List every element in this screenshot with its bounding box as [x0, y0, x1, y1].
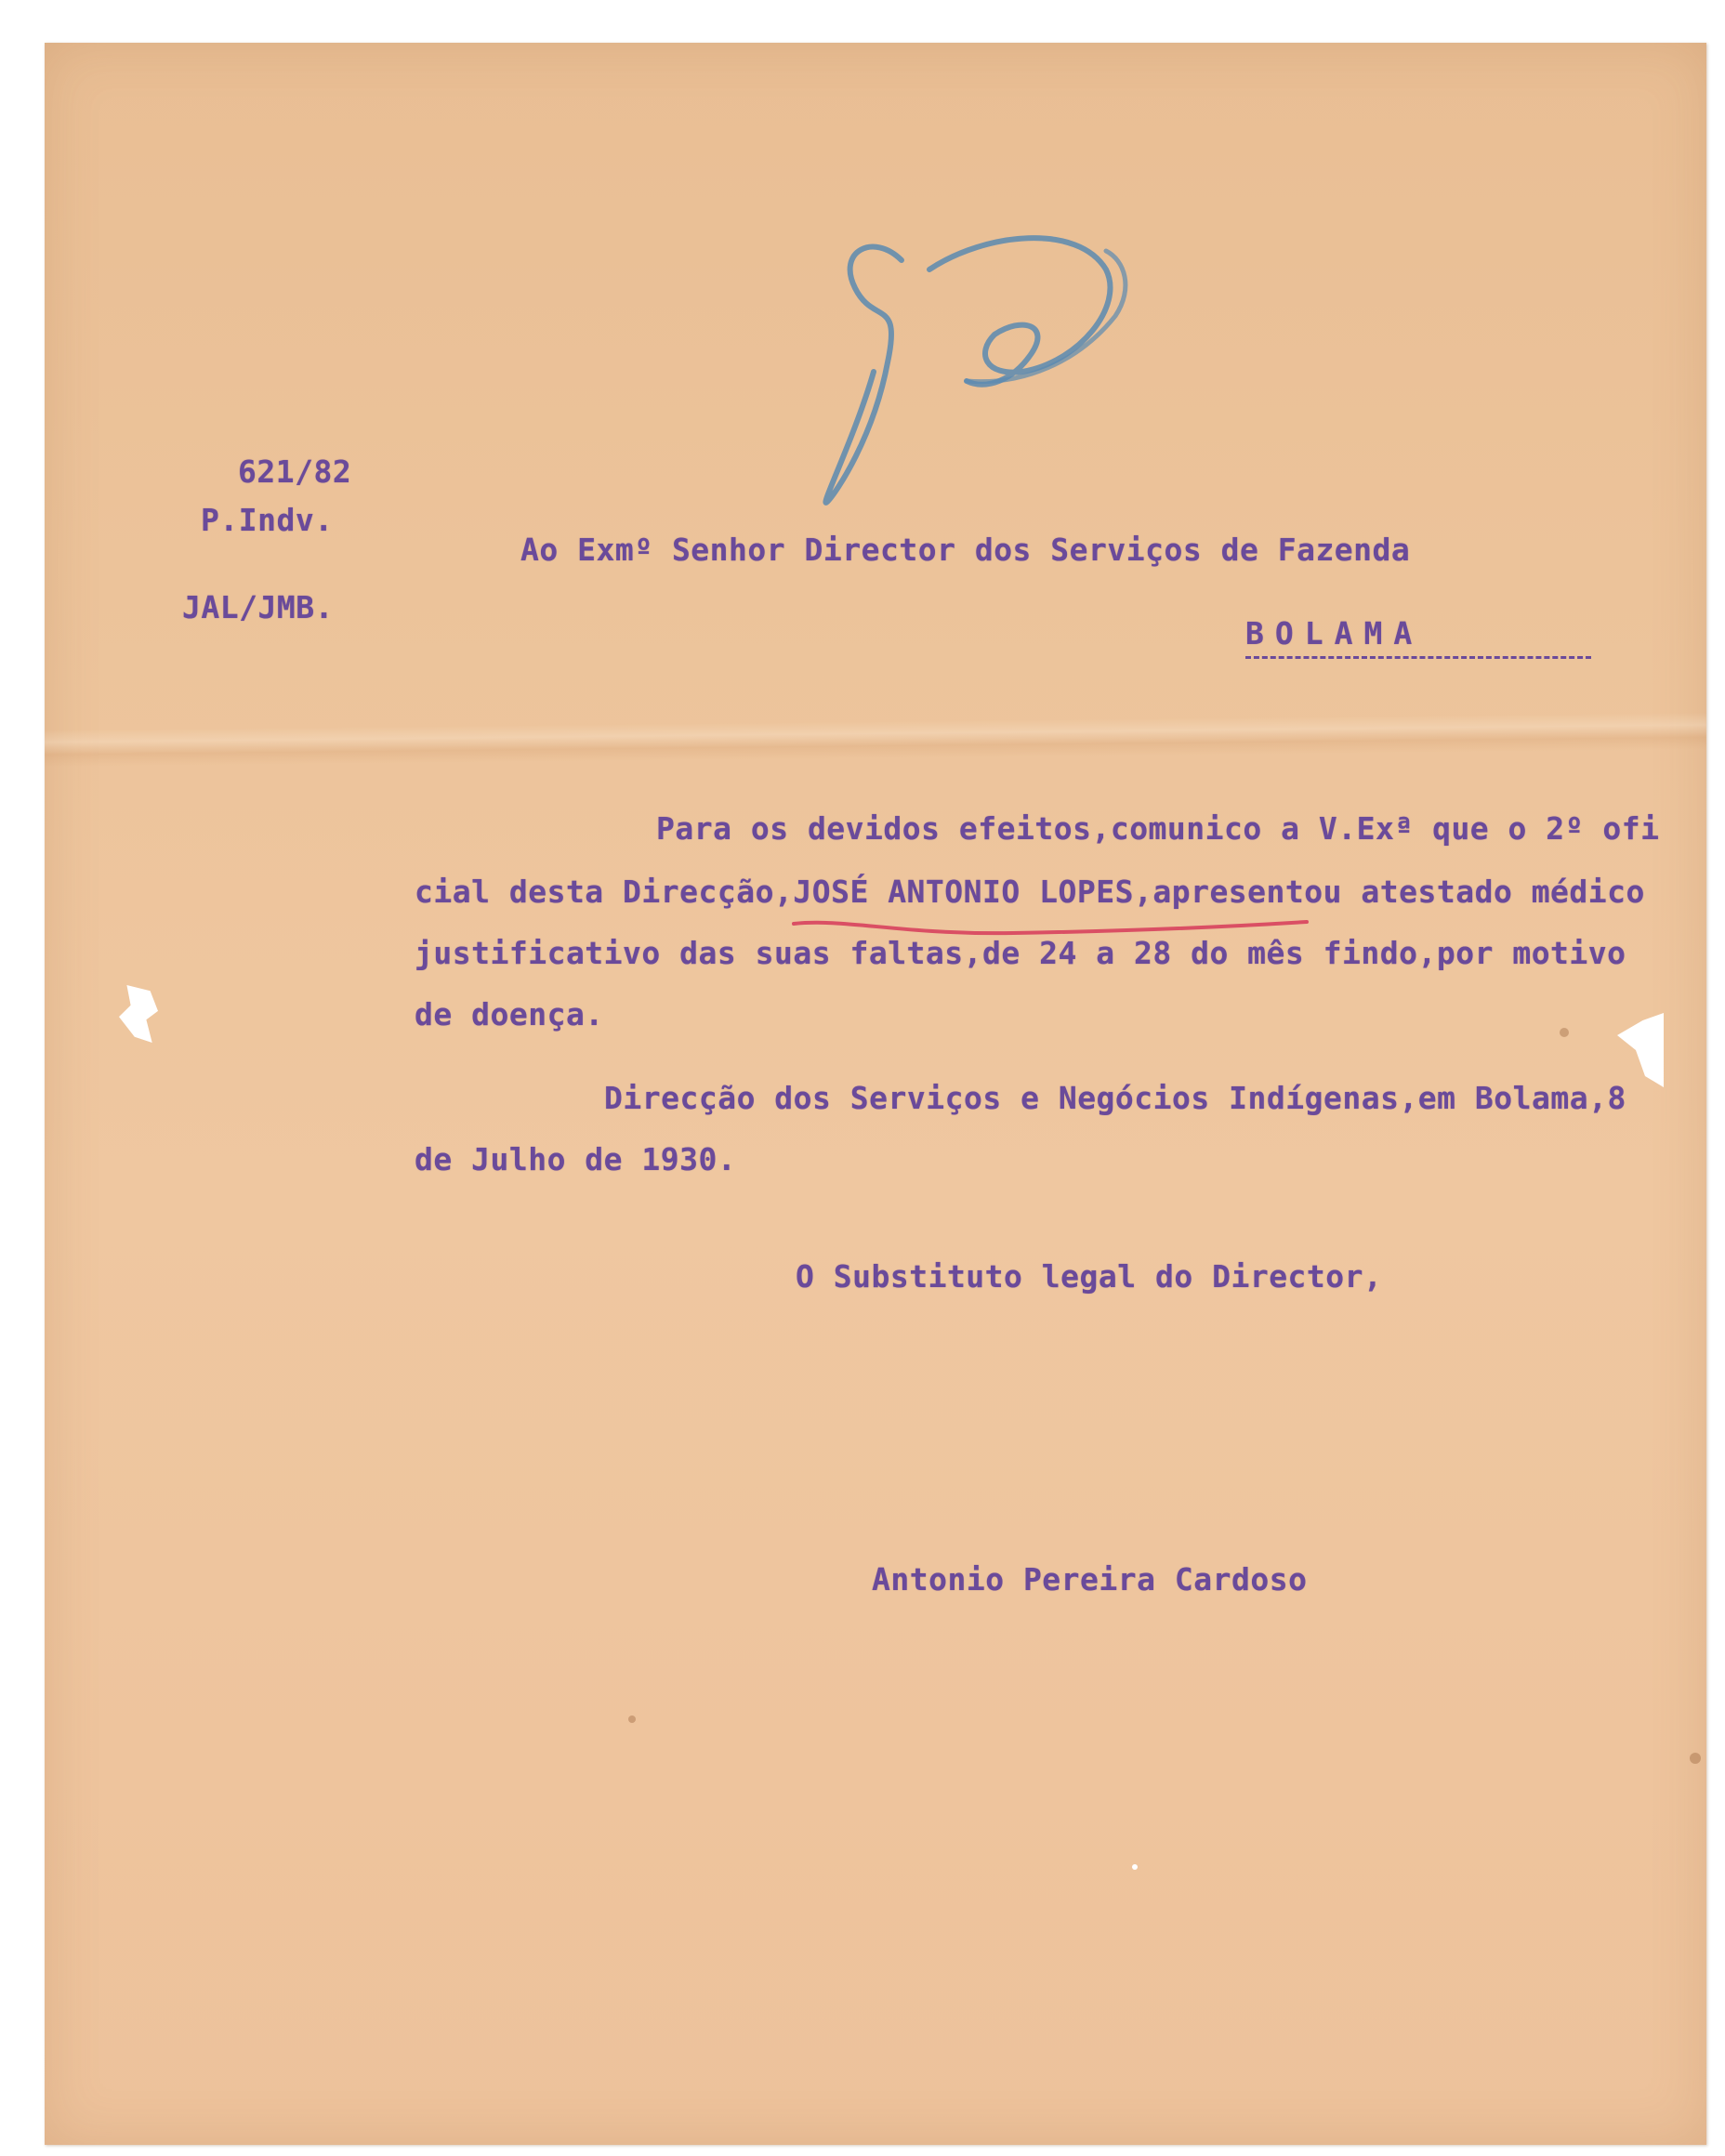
place-date-line: Direcção dos Serviços e Negócios Indígenas,em Bolama,8 — [604, 1080, 1626, 1116]
destination-underline — [1245, 656, 1591, 659]
body-line: cial desta Direcção,JOSÉ ANTONIO LOPES,apresentou atestado médico — [415, 874, 1645, 910]
addressee-line: Ao Exmº Senhor Director dos Serviços de Fazenda — [520, 532, 1411, 568]
place-date-line: de Julho de 1930. — [415, 1141, 737, 1177]
paper-stain — [1560, 1028, 1569, 1037]
reference-initials: JAL/JMB. — [182, 589, 334, 625]
destination-city: BOLAMA — [1245, 615, 1424, 651]
folio-number-pencil-mark — [799, 223, 1152, 539]
signatory-title: O Substituto legal do Director, — [796, 1258, 1383, 1295]
body-line: Para os devidos efeitos,comunico a V.Exª que o 2º ofi — [656, 810, 1660, 847]
paper-stain — [628, 1716, 636, 1723]
body-line: justificativo das suas faltas,de 24 a 28 do mês findo,por motivo — [415, 935, 1626, 971]
paper-fold-crease — [45, 713, 1706, 768]
paper-stain — [1690, 1753, 1701, 1764]
paper-stain — [1132, 1864, 1138, 1870]
body-line: de doença. — [415, 996, 604, 1032]
signatory-name: Antonio Pereira Cardoso — [872, 1561, 1308, 1597]
reference-department: P.Indv. — [201, 502, 334, 538]
reference-number: 621/82 — [238, 454, 352, 490]
red-pencil-underline — [790, 911, 1310, 948]
